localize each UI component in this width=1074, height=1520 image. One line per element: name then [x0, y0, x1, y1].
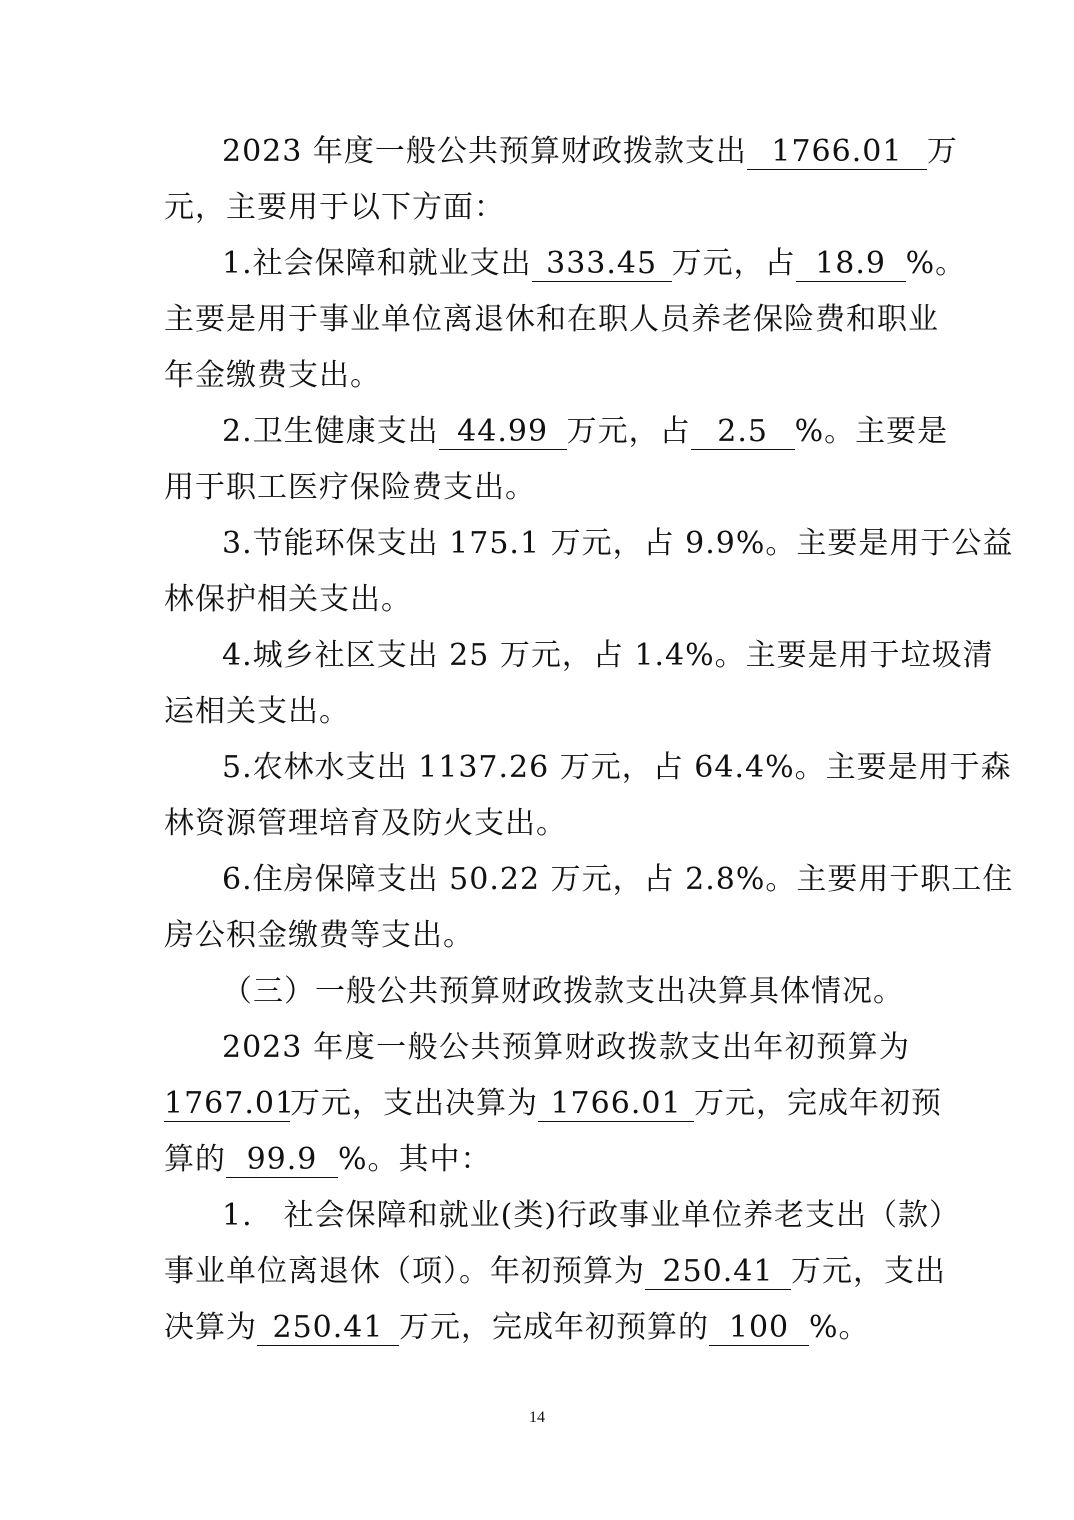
detail1-text-a: 事业单位离退休（项）。年初预算为	[164, 1254, 645, 1289]
detail1-line-2	[164, 1252, 946, 1292]
intro-unit: 万	[926, 134, 958, 169]
item1-percent: 18.9	[796, 247, 906, 282]
item1-text: 万元，占	[671, 246, 796, 281]
item2-label: 2.卫生健康支出	[222, 414, 439, 449]
budget-line-3	[164, 1140, 910, 1180]
detail1-line-1: 1. 社会保障和就业(类)行政事业单位养老支出（款）	[222, 1198, 961, 1233]
intro-line-2: 元，主要用于以下方面：	[164, 190, 505, 225]
detail1-line-3	[164, 1308, 910, 1348]
item2-text: 万元，占	[566, 414, 691, 449]
item6-line-2: 房公积金缴费等支出。	[164, 918, 474, 953]
detail1-text-b: 万元，支出	[791, 1254, 946, 1289]
budget-text-c: 算的	[164, 1142, 226, 1177]
item1-suffix: %。	[905, 246, 967, 281]
page-number: 14	[529, 1409, 545, 1426]
item1-line-2: 主要是用于事业单位离退休和在职人员养老保险费和职业	[164, 302, 939, 337]
item5-line-1: 5.农林水支出 1137.26 万元，占 64.4%。主要是用于森	[222, 750, 1012, 785]
initial-budget-value: 1767.01	[164, 1086, 296, 1121]
budget-line-1: 2023 年度一般公共预算财政拨款支出年初预算为	[222, 1030, 910, 1065]
detail1-initial-budget: 250.41	[645, 1255, 791, 1290]
intro-line-1	[222, 132, 958, 172]
item1-line-1	[222, 244, 967, 284]
completion-rate-value: 99.9	[226, 1143, 338, 1178]
detail1-text-c: 决算为	[164, 1310, 257, 1345]
item2-line-2: 用于职工医疗保险费支出。	[164, 470, 536, 505]
detail1-text-d: 万元，完成年初预算的	[399, 1310, 709, 1345]
item2-percent: 2.5	[691, 415, 795, 450]
item4-line-1: 4.城乡社区支出 25 万元，占 1.4%。主要是用于垃圾清	[222, 638, 994, 673]
item4-line-2: 运相关支出。	[164, 694, 350, 729]
budget-line-2	[164, 1084, 942, 1124]
item1-line-3: 年金缴费支出。	[164, 358, 381, 393]
item3-line-1: 3.节能环保支出 175.1 万元，占 9.9%。主要是用于公益	[222, 526, 1014, 561]
budget-text-d: %。其中：	[338, 1142, 492, 1177]
item3-line-2: 林保护相关支出。	[164, 582, 412, 617]
item6-line-1: 6.住房保障支出 50.22 万元，占 2.8%。主要用于职工住	[222, 862, 1014, 897]
item2-amount: 44.99	[439, 415, 567, 450]
item1-label: 1.社会保障和就业支出	[222, 246, 532, 281]
detail1-final-expenditure: 250.41	[257, 1311, 399, 1346]
section-heading: （三）一般公共预算财政拨款支出决算具体情况。	[222, 974, 904, 1009]
final-expenditure-value: 1766.01	[538, 1087, 694, 1122]
budget-text-b: 万元，完成年初预	[694, 1086, 942, 1121]
detail1-text-e: %。	[809, 1310, 870, 1345]
total-expenditure-value: 1766.01	[747, 135, 927, 170]
item1-amount: 333.45	[532, 247, 672, 282]
detail1-completion-rate: 100	[709, 1311, 809, 1346]
item2-line-1	[222, 412, 949, 452]
budget-text-a: 万元，支出决算为	[290, 1086, 538, 1121]
item5-line-2: 林资源管理培育及防火支出。	[164, 806, 567, 841]
intro-text: 2023 年度一般公共预算财政拨款支出	[222, 134, 747, 169]
item2-suffix: %。主要是	[794, 414, 949, 449]
